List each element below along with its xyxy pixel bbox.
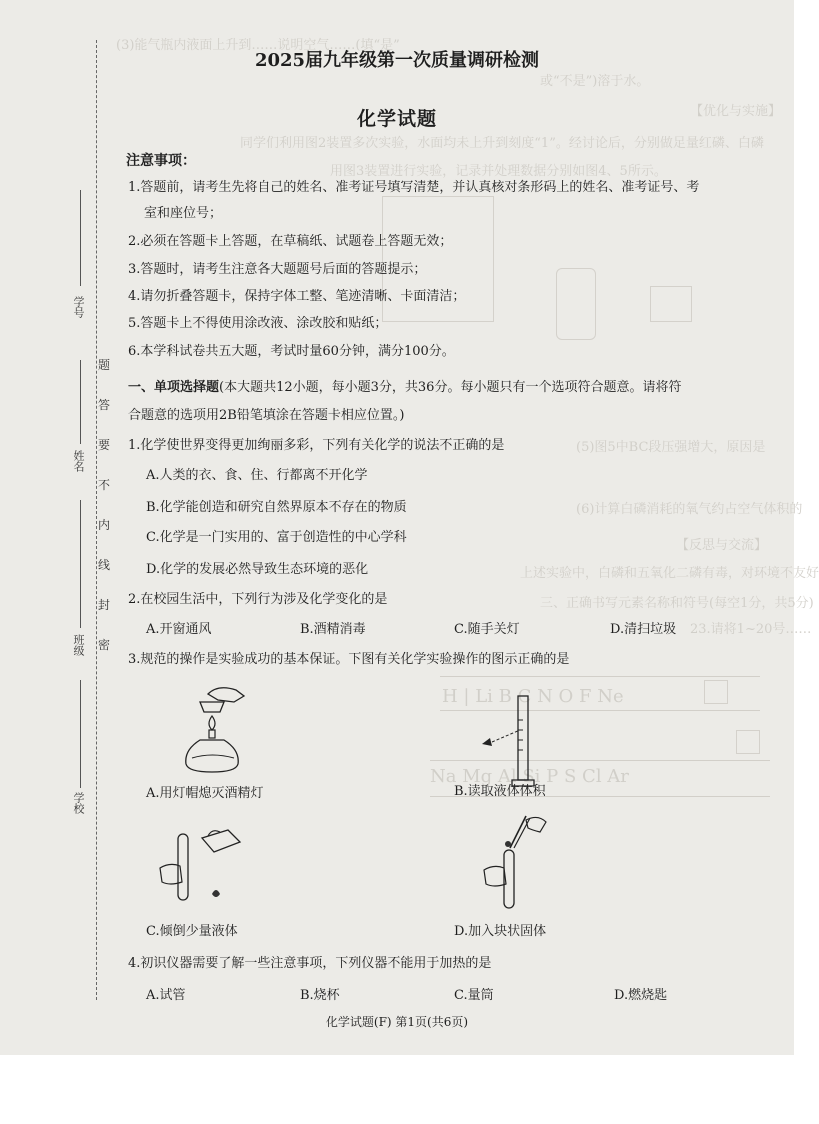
student-id-label: 学号: [72, 296, 85, 318]
alcohol-lamp-figure: [178, 680, 258, 780]
question-4-option-b: B.烧杯: [300, 988, 340, 1003]
class-label: 班级: [72, 634, 85, 656]
notes-item: 3.答题时，请考生注意各大题题号后面的答题提示；: [128, 262, 427, 277]
question-4-option-c: C.量筒: [454, 988, 494, 1003]
notes-item: 1.答题前，请考生先将自己的姓名、准考证号填写清楚，并认真核对条形码上的姓名、准考证号、考: [128, 180, 700, 195]
notes-item: 4.请勿折叠答题卡，保持字体工整、笔迹清晰、卡面清洁；: [128, 289, 466, 304]
bleed-through-text: Na Mg Al Si P S Cl Ar: [430, 766, 629, 787]
bleed-through-text: (3)能气瓶内液面上升到……说明空气……(填“是”: [116, 38, 400, 53]
question-3-option-d: D.加入块状固体: [454, 924, 547, 939]
seal-char: 封: [98, 598, 111, 612]
bleed-through-text: (5)图5中BC段压强增大，原因是: [576, 440, 766, 455]
bleed-through-text: 上述实验中，白磷和五氧化二磷有毒，对环境不友好: [520, 566, 819, 581]
question-1-stem: 1.化学使世界变得更加绚丽多彩，下列有关化学的说法不正确的是: [128, 438, 505, 453]
school-line: [80, 680, 81, 788]
bleed-through-computer: [650, 286, 692, 322]
eye-icon: [482, 738, 492, 746]
notes-item: 5.答题卡上不得使用涂改液、涂改胶和贴纸；: [128, 316, 388, 331]
lamp-cap: [200, 702, 224, 712]
question-1-option-d: D.化学的发展必然导致生态环境的恶化: [146, 562, 369, 577]
section-intro: [128, 376, 681, 395]
seal-char: 内: [98, 518, 111, 532]
liquid-line: [192, 755, 234, 758]
question-3-option-a: A.用灯帽熄灭酒精灯: [146, 786, 264, 801]
question-4-stem: 4.初识仪器需要了解一些注意事项，下列仪器不能用于加热的是: [128, 956, 492, 971]
name-line: [80, 360, 81, 444]
page-footer: 化学试题(F) 第1页(共6页): [325, 1015, 469, 1029]
seal-char: 线: [98, 558, 111, 572]
bleed-through-line: [440, 676, 760, 677]
question-2-option-b: B.酒精消毒: [300, 622, 366, 637]
bleed-through-text: H | Li B C N O F Ne: [442, 686, 624, 707]
question-4-option-d: D.燃烧匙: [614, 988, 668, 1003]
question-1-option-c: C.化学是一门实用的、富于创造性的中心学科: [146, 530, 407, 545]
wick-holder: [209, 730, 215, 738]
question-1-option-a: A.人类的衣、食、住、行都离不开化学: [146, 468, 368, 483]
bleed-through-text: 三、正确书写元素名称和符号(每空1分，共5分): [540, 596, 814, 611]
question-2-stem: 2.在校园生活中，下列行为涉及化学变化的是: [128, 592, 388, 607]
exam-title: 2025届九年级第一次质量调研检测: [254, 50, 540, 71]
cylinder-body: [518, 696, 528, 780]
exam-subtitle: 化学试题: [356, 108, 437, 130]
flame: [209, 716, 215, 730]
hand-outline: [484, 866, 506, 886]
bleed-through-text: 用图3装置进行实验，记录并处理数据分别如图4、5所示。: [330, 164, 667, 179]
hand-outline: [208, 688, 244, 702]
bleed-through-text: 23.请将1~20号……: [690, 622, 812, 637]
bleed-through-box: [736, 730, 760, 754]
bleed-through-text: 同学们利用图2装置多次实验，水面均未上升到刻度“1”。经讨论后，分别做足量红磷、白磷: [240, 136, 764, 151]
hand-outline: [160, 864, 182, 884]
bleed-through-text: (6)计算白磷消耗的氧气约占空气体积的: [576, 502, 803, 517]
seal-char: 题: [98, 358, 111, 372]
bleed-through-box: [704, 680, 728, 704]
question-4-option-a: A.试管: [146, 988, 186, 1003]
question-1-option-b: B.化学能创造和研究自然界原本不存在的物质: [146, 500, 407, 515]
name-label: 姓名: [72, 450, 85, 472]
bleed-through-text: 或“不是”)溶于水。: [540, 74, 650, 89]
seal-char: 密: [98, 638, 111, 652]
question-3-option-c: C.倾倒少量液体: [146, 924, 238, 939]
bleed-through-text: 【反思与交流】: [676, 538, 768, 553]
seal-char: 要: [98, 438, 111, 452]
section-heading: 一、单项选择题: [128, 380, 220, 395]
graduated-cylinder-figure: [470, 690, 550, 790]
question-3-stem: 3.规范的操作是实验成功的基本保证。下图有关化学实验操作的图示正确的是: [128, 652, 570, 667]
notes-item: 2.必须在答题卡上答题，在草稿纸、试题卷上答题无效；: [128, 234, 453, 249]
question-2-option-d: D.清扫垃圾: [610, 622, 677, 637]
bleed-through-flask: [556, 268, 596, 340]
question-2-option-a: A.开窗通风: [146, 622, 212, 637]
reagent-bottle: [202, 830, 240, 852]
notes-heading: 注意事项：: [126, 153, 196, 169]
question-3-option-b: B.读取液体体积: [454, 784, 546, 799]
notes-item: 室和座位号；: [144, 206, 223, 221]
section-desc-2: 合题意的选项用2B铅笔填涂在答题卡相应位置。): [128, 408, 405, 423]
bottle-stopper: [212, 890, 220, 897]
question-2-option-c: C.随手关灯: [454, 622, 520, 637]
tweezers: [510, 816, 526, 848]
sight-line: [492, 730, 520, 742]
adding-solid-figure: [470, 810, 560, 914]
solid-block: [505, 841, 511, 847]
class-line: [80, 500, 81, 628]
pouring-liquid-figure: [152, 822, 252, 922]
school-label: 学校: [72, 792, 85, 814]
seal-char: 不: [98, 478, 111, 492]
seal-char: 答: [98, 398, 111, 412]
bleed-through-text: 【优化与实施】: [690, 104, 782, 119]
student-id-line: [80, 190, 81, 286]
section-desc: (本大题共12小题，每小题3分，共36分。每小题只有一个选项符合题意。请将符: [219, 380, 682, 395]
test-tube: [178, 834, 188, 900]
binding-dashed-line: [96, 40, 97, 1000]
lamp-body: [186, 740, 238, 772]
notes-item: 6.本学科试卷共五大题，考试时量60分钟，满分100分。: [128, 344, 455, 359]
